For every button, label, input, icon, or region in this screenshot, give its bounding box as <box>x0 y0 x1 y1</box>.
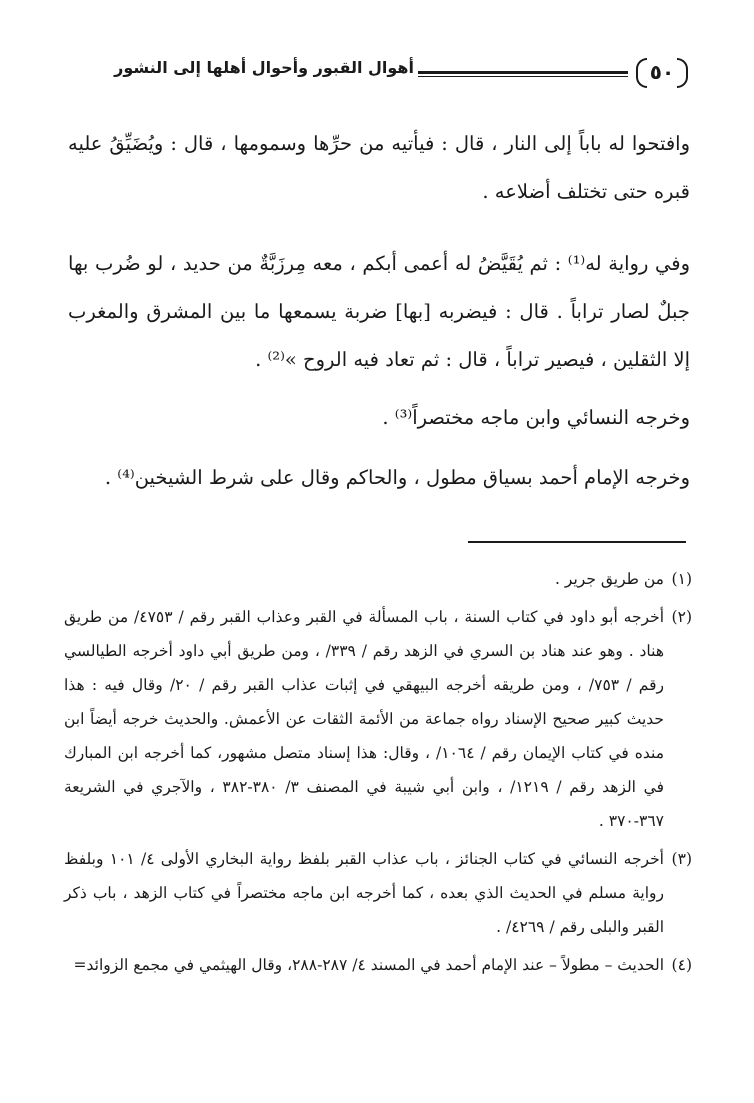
page-number: ٥٠ <box>634 52 690 92</box>
footnote-text: الحديث – مطولاً – عند الإمام أحمد في المسند ٤/ ٢٨٧-٢٨٨، وقال الهيثمي في مجمع الزوائد= <box>73 956 664 974</box>
footnote-number: (١) <box>671 570 692 588</box>
footnote <box>64 842 692 944</box>
footnotes <box>64 562 692 986</box>
footnote-number: (٢) <box>671 608 692 626</box>
header-rule <box>418 71 628 77</box>
paragraph: وافتحوا له باباً إلى النار ، قال : فيأتيه من حرِّها وسمومها ، قال : ويُضَيِّقُ عليه قبره حتى تختلف أضلاعه . <box>68 132 690 203</box>
main-text <box>68 120 690 502</box>
paragraph: وخرجه النسائي وابن ماجه مختصراً⁽³⁾ . <box>382 406 690 429</box>
paragraph: وفي رواية له⁽¹⁾ : ثم يُقَيَّضُ له أعمى أبكم ، معه مِرزَبَّةٌ من حديد ، لو ضُرب بها جبلٌ لصار تراباً . قال : فيضربه [بها] ضربة يسمعها ما بين المشرق والمغرب إلا الثقلين ، فيصير تراباً ، قال : ثم تعاد فيه الروح »⁽²⁾ . <box>68 252 690 371</box>
footnote-separator <box>468 541 686 543</box>
footnote-number: (٤) <box>671 956 692 974</box>
header-rule-thin <box>418 76 628 77</box>
footnote-text: أخرجه أبو داود في كتاب السنة ، باب المسألة في القبر وعذاب القبر رقم / ٤٧٥٣/ من طريق هناد . وهو عند هناد بن السري في الزهد رقم / ٣٣٩/ ، ومن طريق أبي داود أخرجه الطيالسي رقم / ٧٥٣/ ، ومن طريقه أخرجه البيهقي في إثبات عذاب القبر رقم / ٢٠/ وقال فيه : هذا حديث كبير صحيح الإسناد رواه جماعة من الأئمة الثقات عن الأعمش. والحديث خرجه أيضاً ابن منده في كتاب الإيمان رقم / ١٠٦٤/ ، وقال: هذا إسناد متصل مشهور، كما أخرجه ابن المبارك في الزهد رقم / ١٢١٩/ ، وابن أبي شيبة في المصنف ٣/ ٣٨٠-٣٨٢ ، والآجري في الشريعة ٣٦٧-٣٧٠ . <box>64 608 665 830</box>
footnote <box>64 600 692 838</box>
header-rule-thick <box>418 71 628 74</box>
footnote-text: من طريق جرير . <box>555 570 664 588</box>
paragraph: وخرجه الإمام أحمد بسياق مطول ، والحاكم وقال على شرط الشيخين⁽⁴⁾ . <box>104 466 690 489</box>
page-header <box>58 52 690 92</box>
footnote <box>64 948 692 982</box>
running-title: أهوال القبور وأحوال أهلها إلى النشور <box>114 58 414 77</box>
footnote-number: (٣) <box>671 850 692 868</box>
footnote-text: أخرجه النسائي في كتاب الجنائز ، باب عذاب القبر بلفظ رواية البخاري الأولى ٤/ ١٠١ وبلفظ رواية مسلم في الحديث الذي بعده ، كما أخرجه ابن ماجه مختصراً في كتاب الزهد ، باب ذكر القبر والبلى رقم / ٤٢٦٩/ . <box>64 850 664 936</box>
footnote <box>64 562 692 596</box>
